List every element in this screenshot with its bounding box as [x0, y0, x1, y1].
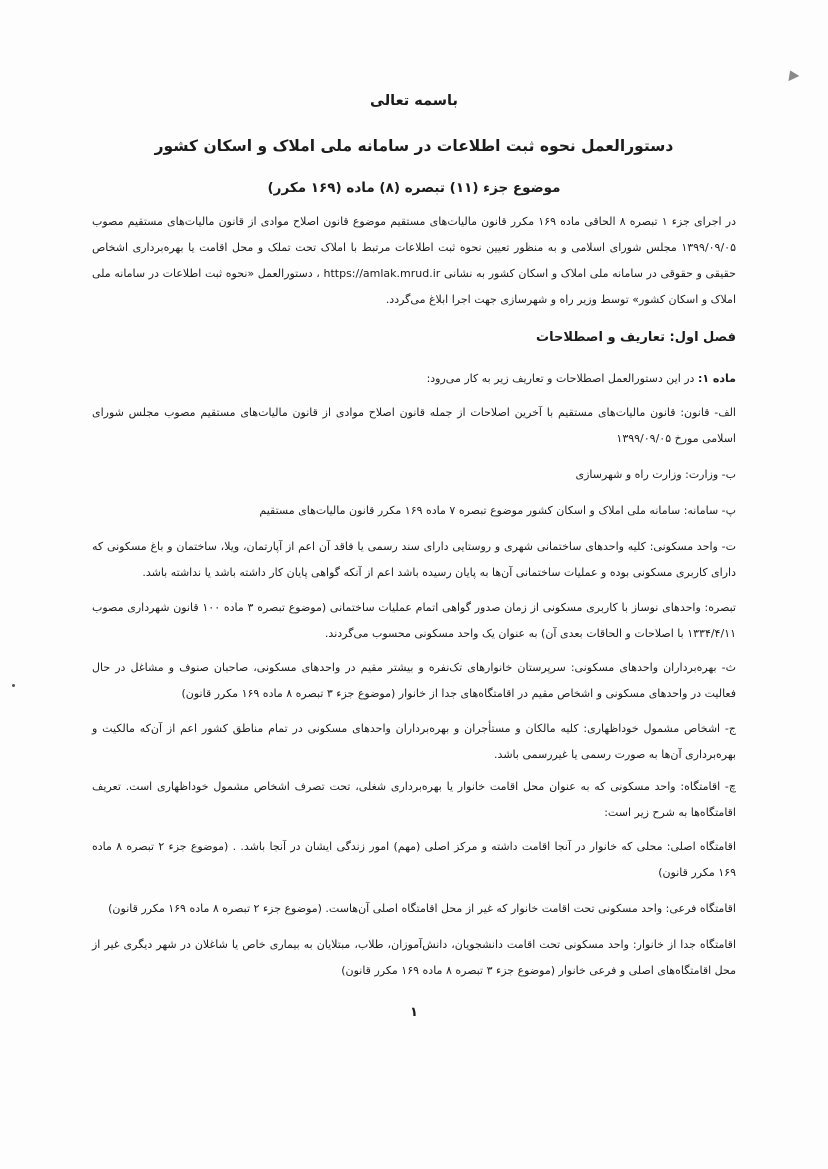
- section-title: فصل اول: تعاریف و اصطلاحات: [536, 330, 736, 345]
- scan-dot: [12, 684, 15, 687]
- definition-te: ت- واحد مسکونی: کلیه واحدهای ساختمانی شهری و روستایی دارای سند رسمی یا فاقد آن اعم از آپارتمان، ویلا، ساختمان و باغ مسکونی که دارای کاربری مسکونی بوده و عملیات ساختمانی آن‌ها به پایان رسیده باشد اعم از آنکه گواهی پایان کار داشته باشد یا نداشته باشد.: [92, 540, 736, 579]
- article-1: [92, 366, 736, 392]
- residence-separate: اقامتگاه جدا از خانوار: واحد مسکونی تحت اقامت دانشجویان، دانش‌آموزان، طلاب، مبتلایان به بیماری خاص یا شاغلان در شهر دیگری غیر از محل اقامتگاه‌های اصلی و فرعی خانوار (موضوع جزء ۳ تبصره ۸ ماده ۱۶۹ مکرر قانون): [92, 938, 736, 977]
- document-title: دستورالعمل نحوه ثبت اطلاعات در سامانه ملی املاک و اسکان کشور: [154, 137, 674, 155]
- residence-primary: اقامتگاه اصلی: محلی که خانوار در آنجا اقامت داشته و مرکز اصلی (مهم) امور زندگی ایشان در آنجا باشد. . (موضوع جزء ۲ تبصره ۸ ماده ۱۶۹ مکرر قانون): [92, 840, 736, 879]
- note-tabsare: تبصره: واحدهای نوساز با کاربری مسکونی از زمان صدور گواهی اتمام عملیات ساختمانی (موضوع تبصره ۳ ماده ۱۰۰ قانون شهرداری مصوب ۱۳۳۴/۴/۱۱ با اصلاحات و الحاقات بعدی آن) به عنوان یک واحد مسکونی محسوب می‌گردند.: [92, 601, 736, 640]
- definition-pe: پ- سامانه: سامانه ملی املاک و اسکان کشور موضوع تبصره ۷ ماده ۱۶۹ مکرر قانون مالیات‌های مستقیم: [259, 504, 736, 517]
- definition-jim: ج- اشخاص مشمول خوداظهاری: کلیه مالکان و مستأجران و بهره‌برداران واحدهای مسکونی در تمام مناطق کشور اعم از آن‌که مالکیت و بهره‌برداری آن‌ها به صورت رسمی یا غیررسمی باشد.: [92, 722, 736, 761]
- definition-se: ث- بهره‌برداران واحدهای مسکونی: سرپرستان خانوارهای تک‌نفره و بیشتر مقیم در واحدهای مسکونی، صاحبان صنوف و مشاغل در حال فعالیت در واحدهای مسکونی و اشخاص مقیم در اقامتگاه‌های جدا از خانوار (موضوع جزء ۳ تبصره ۸ ماده ۱۶۹ مکرر قانون): [92, 661, 736, 700]
- definition-be: ب- وزارت: وزارت راه و شهرسازی: [575, 468, 736, 481]
- intro-paragraph: در اجرای جزء ۱ تبصره ۸ الحاقی ماده ۱۶۹ مکرر قانون مالیات‌های مستقیم موضوع قانون اصلاح موادی از قانون مالیات‌های مستقیم مصوب ۱۳۹۹/۰۹/۰۵ مجلس شورای اسلامی و به منظور تعیین نحوه ثبت اطلاعات مرتبط با املاک تحت تملک و محل اقامت یا بهره‌برداری اشخاص حقیقی و حقوقی در سامانه ملی املاک و اسکان کشور به نشانی https://amlak.mrud.ir ، دستورالعمل «نحوه ثبت اطلاعات در سامانه ملی املاک و اسکان کشور» توسط وزیر راه و شهرسازی جهت اجرا ابلاغ می‌گردد.: [92, 215, 736, 306]
- residence-secondary: اقامتگاه فرعی: واحد مسکونی تحت اقامت خانوار که غیر از محل اقامتگاه اصلی آن‌هاست. (موضوع جزء ۲ تبصره ۸ ماده ۱۶۹ مکرر قانون): [108, 902, 736, 915]
- definition-che: چ- اقامتگاه: واحد مسکونی که به عنوان محل اقامت خانوار یا بهره‌برداری شغلی، تحت تصرف اشخاص مشمول خوداظهاری است. تعریف اقامتگاه‌ها به شرح زیر است:: [92, 780, 736, 819]
- document-subject: موضوع جزء (۱۱) تبصره (۸) ماده (۱۶۹ مکرر): [267, 180, 561, 196]
- definition-alef: الف- قانون: قانون مالیات‌های مستقیم با آخرین اصلاحات از جمله قانون اصلاح موادی از قانون مالیات‌های مستقیم مصوب مجلس شورای اسلامی مورخ ۱۳۹۹/۰۹/۰۵: [92, 406, 736, 445]
- page-number: ۱: [410, 1005, 418, 1020]
- scan-mark-icon: [785, 68, 800, 81]
- article-label: ماده ۱:: [697, 372, 736, 385]
- article-text: در این دستورالعمل اصطلاحات و تعاریف زیر به کار می‌رود:: [426, 372, 698, 385]
- basmala-heading: باسمه تعالی: [370, 93, 458, 109]
